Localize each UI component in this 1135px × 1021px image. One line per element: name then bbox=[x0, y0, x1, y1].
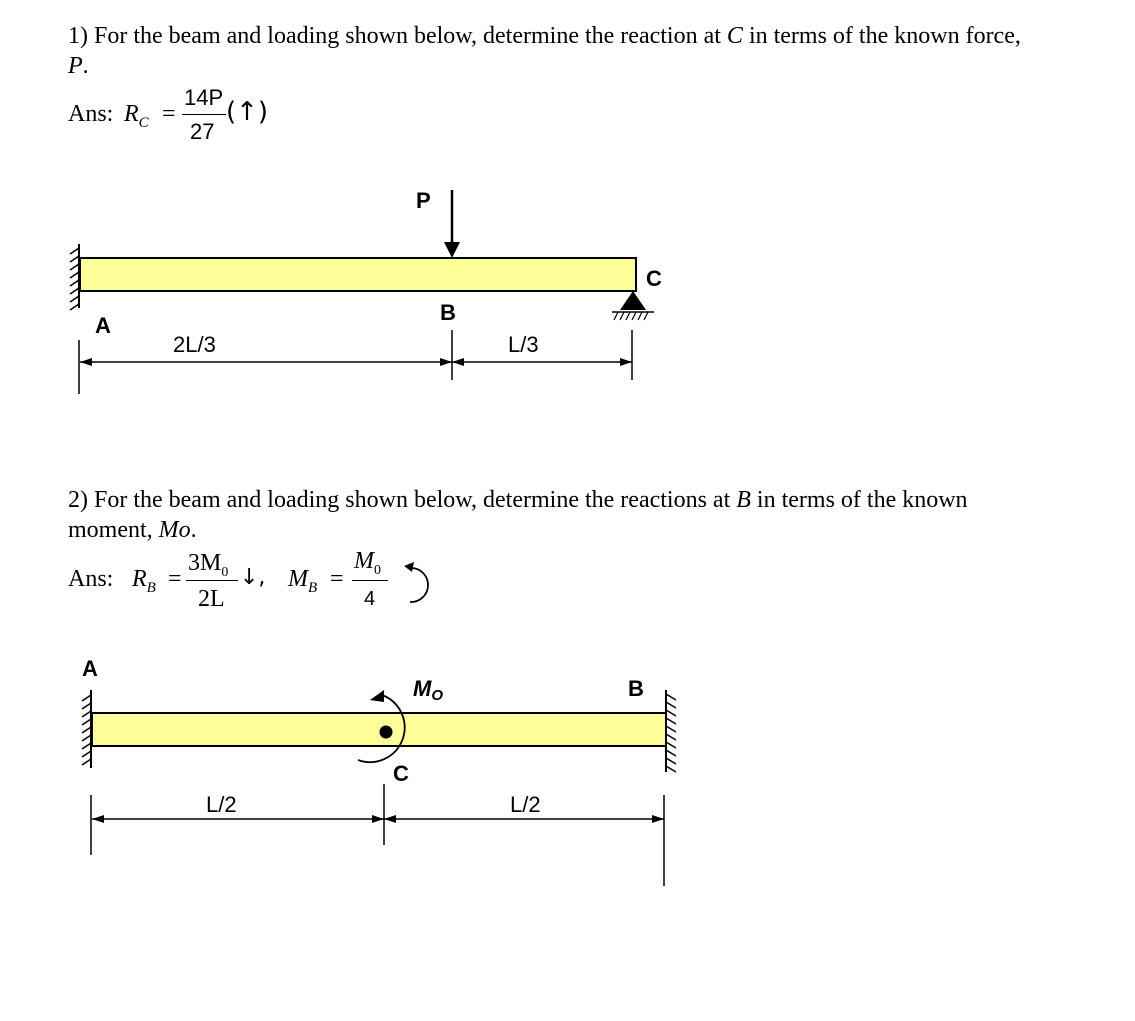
answer-label: Ans: bbox=[68, 566, 114, 592]
dim-arrow bbox=[384, 815, 396, 823]
load-label-p: P bbox=[416, 188, 431, 213]
moment-label: MO bbox=[413, 676, 443, 704]
reaction-symbol-rb: $R_B$ bbox=[132, 566, 156, 596]
equals-sign: = bbox=[330, 566, 344, 592]
dim-arrow bbox=[652, 815, 664, 823]
point-label-c: C bbox=[646, 266, 662, 291]
point-label-a: A bbox=[82, 656, 98, 681]
span-label-bc: L/3 bbox=[508, 332, 539, 357]
point-label-b: B bbox=[440, 300, 456, 325]
clockwise-moment-arrowhead bbox=[404, 562, 414, 572]
answer-label: Ans: bbox=[68, 101, 114, 127]
wall-hatching-a bbox=[82, 695, 91, 765]
fraction-numerator: 14P bbox=[184, 85, 224, 110]
rb-direction: ↓, bbox=[240, 565, 266, 590]
mb-fraction-numerator: $M_0$ bbox=[354, 548, 381, 578]
moment-symbol-mb: $M_B$ bbox=[288, 566, 318, 596]
point-label-a: A bbox=[95, 313, 111, 338]
span-label-cb: L/2 bbox=[510, 792, 541, 817]
dim-arrow bbox=[92, 815, 104, 823]
reaction-symbol: $R_C$ bbox=[124, 101, 149, 131]
problem1-statement-line1: 1) For the beam and loading shown below, determine the reaction at C in terms of the known force, bbox=[68, 23, 1021, 49]
clockwise-moment-icon bbox=[410, 568, 428, 602]
upward-direction: (↑) bbox=[226, 97, 269, 127]
problem2-statement-line2: moment, Mo. bbox=[68, 517, 197, 543]
moment-point-c bbox=[380, 726, 393, 739]
equals-sign: = bbox=[168, 566, 182, 592]
applied-moment-arrowhead bbox=[370, 690, 384, 702]
problem1-statement-line2: P. bbox=[68, 53, 89, 79]
rb-fraction-numerator: $3M_0$ bbox=[188, 550, 229, 580]
mb-fraction-denominator: 4 bbox=[364, 588, 376, 610]
beam-2 bbox=[92, 713, 666, 746]
point-label-b: B bbox=[628, 676, 644, 701]
span-label-ab: 2L/3 bbox=[173, 332, 216, 357]
equals-sign: = bbox=[162, 101, 176, 127]
wall-hatching-b bbox=[666, 694, 676, 772]
dim-arrow bbox=[372, 815, 384, 823]
problem2-statement-line1: 2) For the beam and loading shown below, determine the reactions at B in terms of the known bbox=[68, 487, 968, 513]
fraction-denominator: 27 bbox=[190, 119, 215, 144]
span-label-ac: L/2 bbox=[206, 792, 237, 817]
point-label-c: C bbox=[393, 761, 409, 786]
rb-fraction-denominator: 2L bbox=[198, 586, 225, 612]
